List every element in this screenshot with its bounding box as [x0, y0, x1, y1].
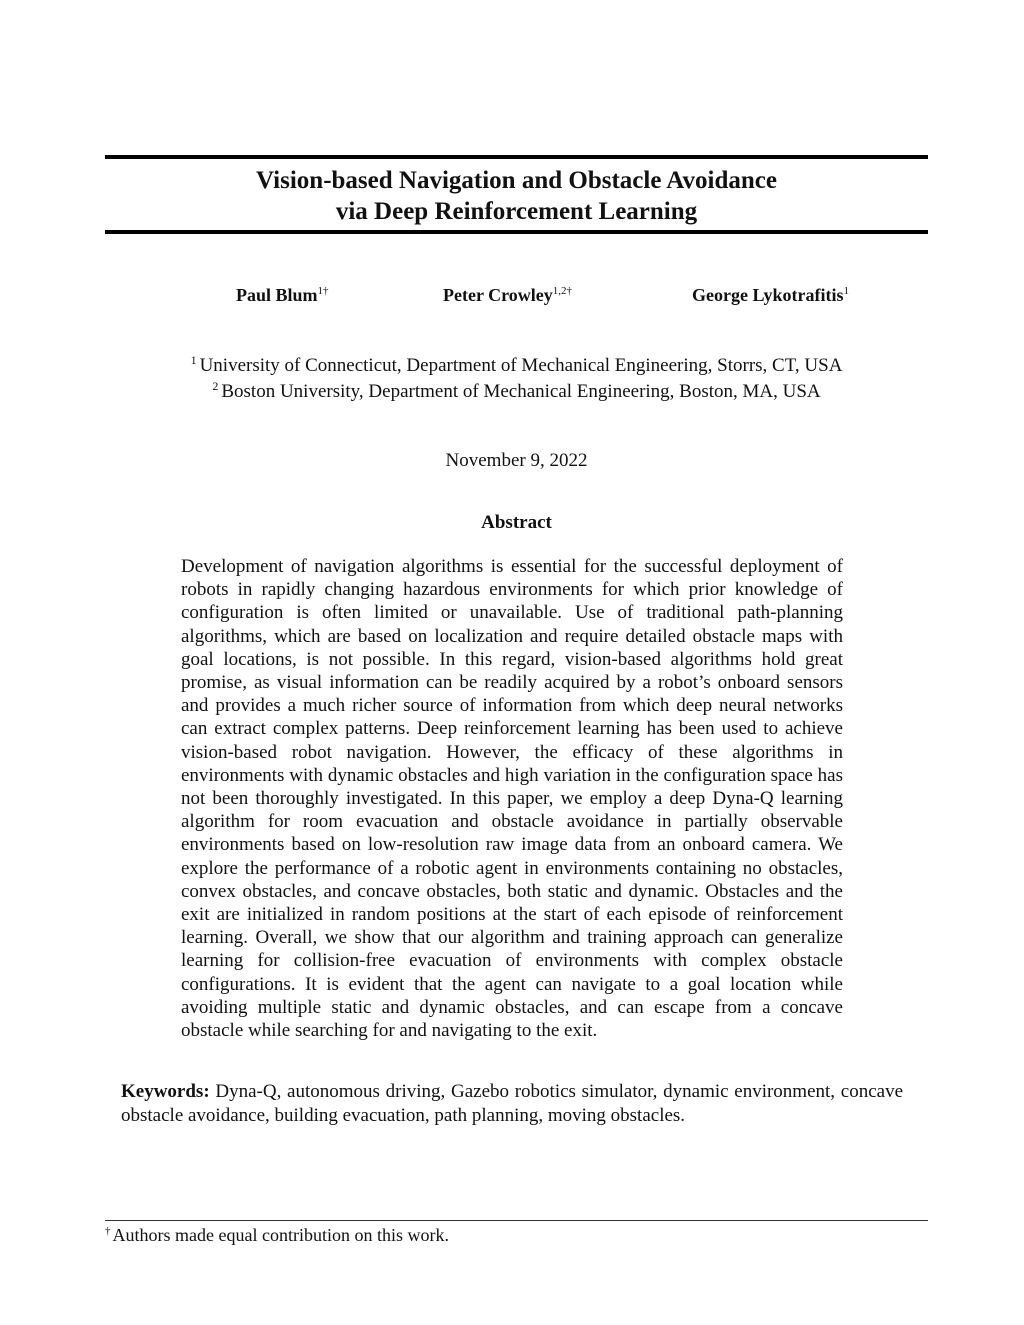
footnote-text: Authors made equal contribution on this work.	[112, 1225, 449, 1245]
footnote-mark: †	[105, 1225, 111, 1237]
author-marks: 1	[843, 285, 849, 297]
publication-date: November 9, 2022	[445, 450, 588, 471]
author-name: George Lykotrafitis	[692, 285, 844, 305]
author-3	[692, 285, 849, 306]
affiliation-2	[105, 381, 928, 403]
abstract-heading: Abstract	[481, 512, 552, 533]
keywords-text: Dyna-Q, autonomous driving, Gazebo robotics simulator, dynamic environment, concave obstacle avoidance, building evacuation, path planning, moving obstacles.	[121, 1081, 903, 1126]
paper-title	[105, 165, 928, 227]
title-line-1: Vision-based Navigation and Obstacle Avoidance	[256, 167, 777, 194]
footnote-rule	[105, 1220, 928, 1221]
title-top-rule	[105, 155, 928, 159]
footnote	[105, 1225, 449, 1246]
affiliation-mark: 2	[212, 379, 219, 393]
abstract-body: Development of navigation algorithms is essential for the successful deployment of robots in rapidly changing hazardous environments for which prior knowledge of configuration is often limited or unavailable. Use of traditional path-planning algorithms, which are based on localization and require detailed obstacle maps with goal locations, is not possible. In this regard, vision-based algorithms hold great promise, as visual information can be readily acquired by a robot’s onboard sensors and provides a much richer source of information from which deep neural networks can extract complex patterns. Deep reinforcement learning has been used to achieve vision-based robot navigation. However, the efficacy of these algorithms in environments with dynamic obstacles and high variation in the configuration space has not been thoroughly investigated. In this paper, we employ a deep Dyna-Q learning algorithm for room evacuation and obstacle avoidance in partially observable environments based on low-resolution raw image data from an onboard camera. We explore the performance of a robotic agent in environments containing no obstacles, convex obstacles, and concave obstacles, both static and dynamic. Obstacles and the exit are initialized in random positions at the start of each episode of reinforcement learning. Overall, we show that our algorithm and training approach can generalize learning for collision-free evacuation of environments with complex obstacle configurations. It is evident that the agent can navigate to a goal location while avoiding multiple static and dynamic obstacles, and can escape from a concave obstacle while searching for and navigating to the exit.	[181, 556, 843, 1042]
author-name: Peter Crowley	[443, 285, 553, 305]
author-1	[236, 285, 329, 306]
affiliation-text: Boston University, Department of Mechanical Engineering, Boston, MA, USA	[221, 381, 821, 402]
author-marks: 1,2†	[552, 285, 573, 297]
author-marks: 1†	[317, 285, 329, 297]
affiliation-mark: 1	[190, 353, 197, 367]
keywords-label: Keywords:	[121, 1081, 210, 1102]
affiliation-1	[105, 355, 928, 377]
title-line-2: via Deep Reinforcement Learning	[335, 198, 698, 225]
author-name: Paul Blum	[236, 285, 318, 305]
affiliation-text: University of Connecticut, Department of Mechanical Engineering, Storrs, CT, USA	[199, 355, 843, 376]
title-bottom-rule	[105, 230, 928, 234]
keywords	[121, 1080, 903, 1127]
author-2	[443, 285, 572, 306]
